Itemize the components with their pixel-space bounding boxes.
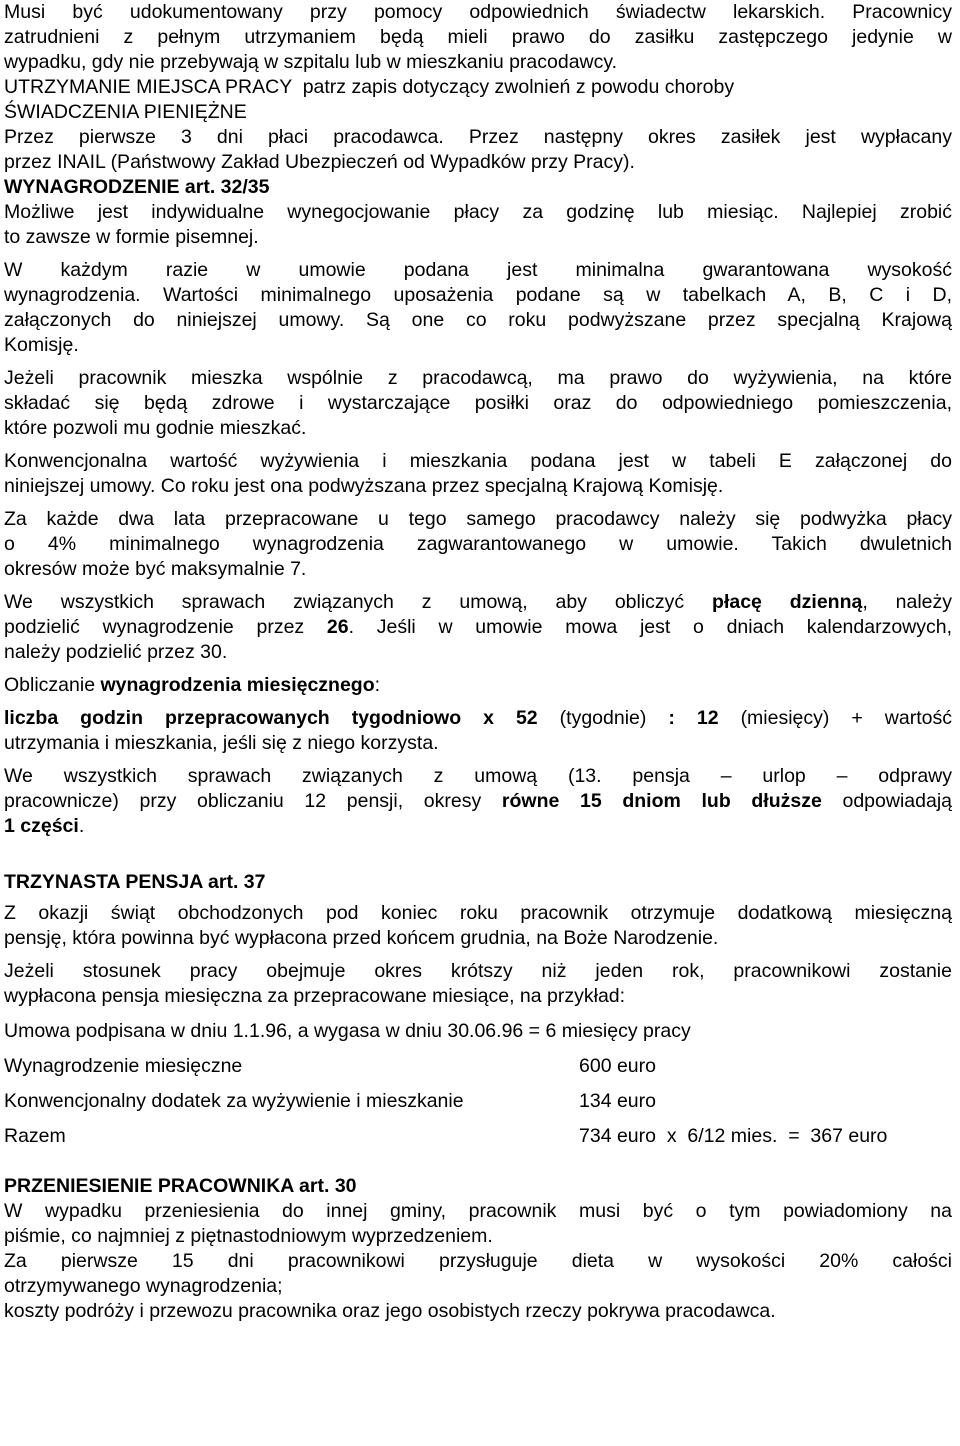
- paragraph-minimum-pay: [4, 258, 952, 358]
- paragraph-12-pensions: [4, 764, 952, 839]
- text-line: [4, 706, 952, 731]
- text-line: wynagrodzenia. Wartości minimalnego uposażenia podane są w tabelkach A, B, C i D,: [4, 284, 952, 306]
- text-line: [4, 590, 952, 615]
- calc-label: Wynagrodzenie miesięczne: [4, 1055, 243, 1077]
- text-line: piśmie, co najmniej z piętnastodniowym wyprzedzeniem.: [4, 1225, 493, 1247]
- bold-span: 1 części: [4, 815, 79, 837]
- text-line: W wypadku przeniesienia do innej gminy, pracownik musi być o tym powiadomiony na: [4, 1200, 952, 1222]
- text-line: przez INAIL (Państwowy Zakład Ubezpieczeń od Wypadków przy Pracy).: [4, 151, 635, 173]
- heading-trzynasta-pensja: TRZYNASTA PENSJA art. 37: [4, 871, 266, 893]
- text-span: odpowiadają: [821, 790, 952, 812]
- bold-span: płacę dzienną: [712, 591, 863, 613]
- calc-value: 134 euro: [579, 1090, 656, 1112]
- text-line: załączonych do niniejszej umowy. Są one co roku podwyższane przez specjalną Krajową: [4, 309, 952, 331]
- paragraph-partial-year: [4, 959, 952, 1009]
- text-line: Jeżeli pracownik mieszka wspólnie z pracodawcą, ma prawo do wyżywienia, na które: [4, 367, 952, 389]
- text-span: We wszystkich sprawach związanych z umową, aby obliczyć: [4, 591, 713, 613]
- calc-label: Razem: [4, 1125, 66, 1147]
- text-line: [4, 615, 952, 640]
- text-line: utrzymania i mieszkania, jeśli się z niego korzysta.: [4, 732, 439, 754]
- bold-span: liczba godzin przepracowanych tygodniowo x 52: [4, 707, 538, 729]
- text-span: . Jeśli w umowie mowa jest o dniach kalendarzowych,: [348, 616, 953, 638]
- text-line: należy podzielić przez 30.: [4, 641, 228, 663]
- example-contract: Umowa podpisana w dniu 1.1.96, a wygasa w dniu 30.06.96 = 6 miesięcy pracy: [4, 1020, 691, 1042]
- paragraph-cash-benefits: [4, 125, 952, 175]
- heading-cash-benefits: ŚWIADCZENIA PIENIĘŻNE: [4, 101, 247, 123]
- calc-label: Konwencjonalny dodatek za wyżywienie i mieszkanie: [4, 1090, 464, 1112]
- text-span: pracownicze) przy obliczaniu 12 pensji, okresy: [4, 790, 502, 812]
- paragraph-transfer-costs: koszty podróży i przewozu pracownika oraz jego osobistych rzeczy pokrywa pracodawca.: [4, 1300, 776, 1322]
- text-span: (tygodnie): [537, 707, 669, 729]
- paragraph-transfer-notice: [4, 1199, 952, 1249]
- bold-span: 26: [326, 616, 349, 638]
- text-span: (miesięcy) + wartość: [718, 707, 952, 729]
- text-line: to zawsze w formie pisemnej.: [4, 226, 259, 248]
- text-line: Z okazji świąt obchodzonych pod koniec roku pracownik otrzymuje dodatkową miesięczną: [4, 902, 952, 924]
- paragraph-christmas-bonus: [4, 901, 952, 951]
- paragraph-job-retention: UTRZYMANIE MIEJSCA PRACY patrz zapis dotyczący zwolnień z powodu choroby: [4, 76, 735, 98]
- text-line: [4, 673, 952, 698]
- text-line: Możliwe jest indywidualne wynegocjowanie płacy za godzinę lub miesiąc. Najlepiej zrobić: [4, 201, 952, 223]
- text-line: Za pierwsze 15 dni pracownikowi przysługuje dieta w wysokości 20% całości: [4, 1250, 952, 1272]
- paragraph-sickness-proof: [4, 0, 952, 75]
- text-line: Przez pierwsze 3 dni płaci pracodawca. Przez następny okres zasiłek jest wypłacany: [4, 126, 952, 148]
- bold-span: równe 15 dniom lub dłuższe: [501, 790, 822, 812]
- paragraph-negotiation: [4, 200, 952, 250]
- calc-row: [4, 1054, 952, 1079]
- text-span: podzielić wynagrodzenie przez: [4, 616, 327, 638]
- calc-value: 600 euro: [579, 1055, 656, 1077]
- text-line: wypłacona pensja miesięczna za przepracowane miesiące, na przykład:: [4, 985, 626, 1007]
- bold-span: : 12: [668, 707, 719, 729]
- text-span: :: [374, 674, 381, 696]
- calc-value: 734 euro x 6/12 mies. = 367 euro: [579, 1125, 888, 1147]
- text-span: , należy: [862, 591, 953, 613]
- paragraph-seniority-raise: [4, 507, 952, 582]
- text-span: .: [78, 815, 85, 837]
- text-line: niniejszej umowy. Co roku jest ona podwyższana przez specjalną Krajową Komisję.: [4, 475, 724, 497]
- text-line: o 4% minimalnego wynagrodzenia zagwarantowanego w umowie. Takich dwuletnich: [4, 533, 952, 555]
- bold-span: wynagrodzenia miesięcznego: [100, 674, 375, 696]
- paragraph-formula: [4, 706, 952, 756]
- text-line: W każdym razie w umowie podana jest minimalna gwarantowana wysokość: [4, 259, 952, 281]
- heading-przeniesienie: PRZENIESIENIE PRACOWNIKA art. 30: [4, 1175, 357, 1197]
- text-line: [4, 814, 952, 839]
- paragraph-daily-pay: [4, 590, 952, 665]
- text-span: Obliczanie: [4, 674, 101, 696]
- calc-row: [4, 1124, 952, 1149]
- heading-wynagrodzenie: WYNAGRODZENIE art. 32/35: [4, 176, 270, 198]
- text-line: zatrudnieni z pełnym utrzymaniem będą mieli prawo do zasiłku zastępczego jedynie w: [4, 26, 952, 48]
- text-line: We wszystkich sprawach związanych z umową (13. pensja – urlop – odprawy: [4, 765, 952, 787]
- text-line: Konwencjonalna wartość wyżywienia i mieszkania podana jest w tabeli E załączonej do: [4, 450, 952, 472]
- paragraph-conventional-value: [4, 449, 952, 499]
- text-line: składać się będą zdrowe i wystarczające posiłki oraz do odpowiedniego pomieszczenia,: [4, 392, 952, 414]
- paragraph-monthly-calc: [4, 673, 952, 698]
- text-line: Komisję.: [4, 334, 79, 356]
- text-line: otrzymywanego wynagrodzenia;: [4, 1275, 283, 1297]
- paragraph-transfer-allowance: [4, 1249, 952, 1299]
- paragraph-board-lodging: [4, 366, 952, 441]
- text-line: okresów może być maksymalnie 7.: [4, 558, 307, 580]
- text-line: [4, 789, 952, 814]
- calc-row: [4, 1089, 952, 1114]
- text-line: pensję, która powinna być wypłacona przed końcem grudnia, na Boże Narodzenie.: [4, 927, 719, 949]
- text-line: Za każde dwa lata przepracowane u tego samego pracodawcy należy się podwyżka płacy: [4, 508, 952, 530]
- text-line: które pozwoli mu godnie mieszkać.: [4, 417, 307, 439]
- text-line: Jeżeli stosunek pracy obejmuje okres krótszy niż jeden rok, pracownikowi zostanie: [4, 960, 952, 982]
- text-line: wypadku, gdy nie przebywają w szpitalu lub w mieszkaniu pracodawcy.: [4, 51, 618, 73]
- text-line: Musi być udokumentowany przy pomocy odpowiednich świadectw lekarskich. Pracownicy: [4, 1, 952, 23]
